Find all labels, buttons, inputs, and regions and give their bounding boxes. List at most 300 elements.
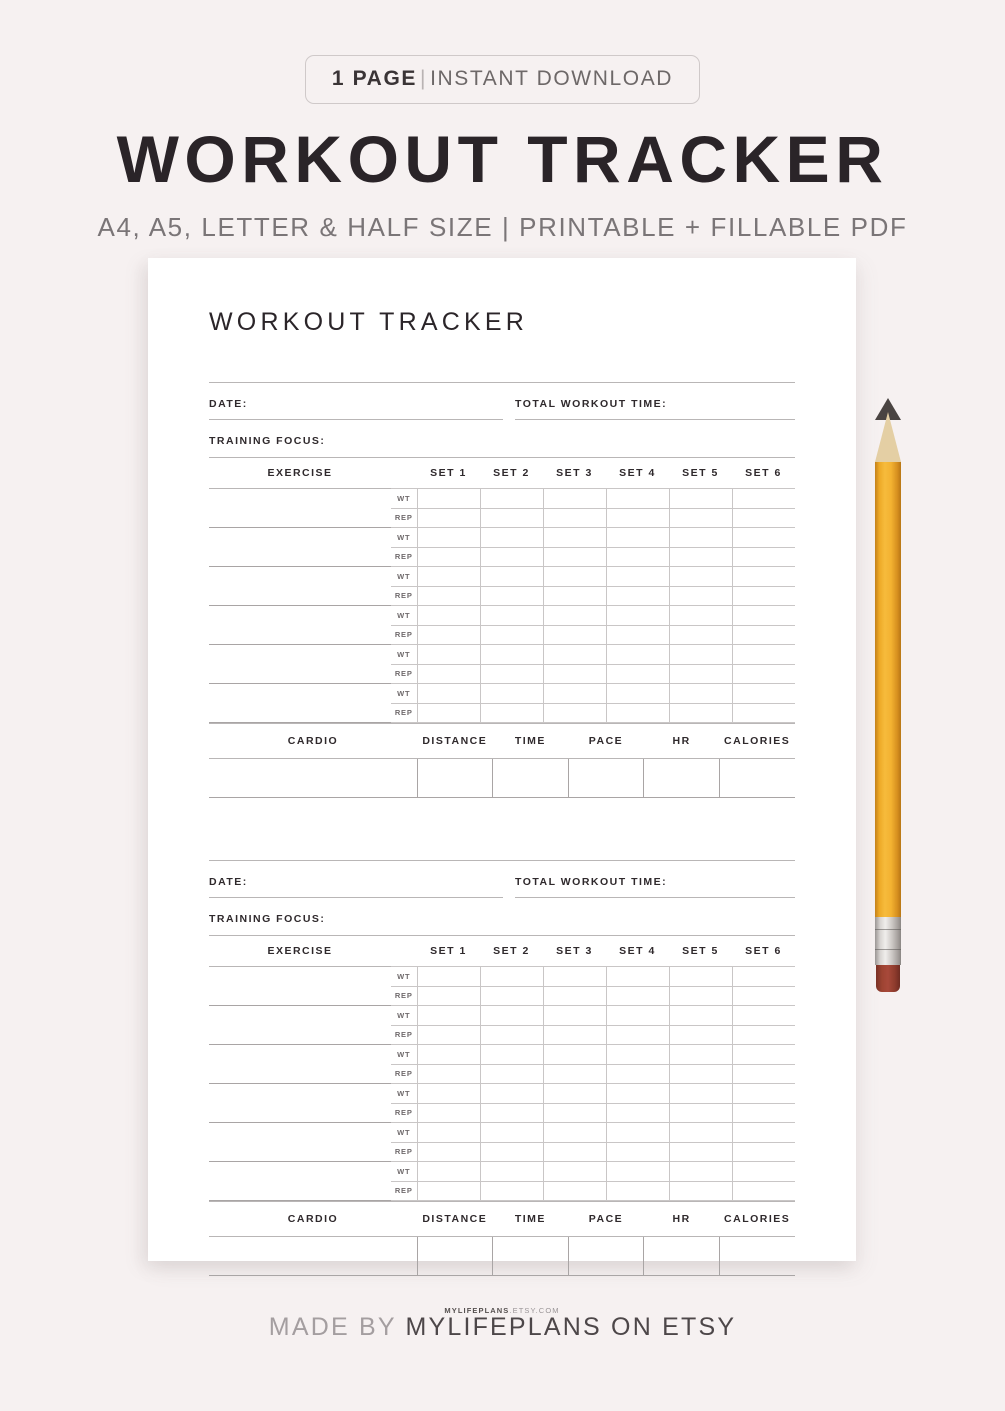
cardio-header-row: [209, 724, 795, 759]
metric-label-wt: WT: [391, 645, 417, 665]
set-cell[interactable]: [417, 1123, 480, 1143]
set-cell[interactable]: [732, 703, 795, 723]
set-cell[interactable]: [669, 1103, 732, 1123]
training-focus-field[interactable]: [209, 420, 795, 458]
set-cell[interactable]: [543, 547, 606, 567]
exercise-table-head: [209, 936, 795, 967]
metric-label-wt: WT: [391, 489, 417, 509]
set-cell[interactable]: [669, 625, 732, 645]
time-column-header: TIME: [493, 724, 569, 759]
set-cell[interactable]: [669, 1181, 732, 1201]
set-cell[interactable]: [417, 1142, 480, 1162]
set-cell[interactable]: [669, 489, 732, 509]
exercise-row: [209, 1045, 795, 1065]
exercise-name-input[interactable]: [209, 986, 391, 1006]
set-cell[interactable]: [606, 625, 669, 645]
set-cell[interactable]: [480, 528, 543, 548]
set-6-header: SET 6: [745, 467, 782, 479]
set-cell[interactable]: [606, 645, 669, 665]
set-4-header: SET 4: [619, 467, 656, 479]
exercise-table-body: [209, 967, 795, 1201]
set-cell[interactable]: [606, 1181, 669, 1201]
set-cell[interactable]: [732, 567, 795, 587]
exercise-name-input[interactable]: [209, 645, 391, 665]
metric-label-wt: WT: [391, 1123, 417, 1143]
set-cell[interactable]: [417, 986, 480, 1006]
set-cell[interactable]: [543, 1142, 606, 1162]
metric-column-header: [391, 936, 417, 967]
total-workout-time-label: TOTAL WORKOUT TIME:: [515, 398, 668, 410]
exercise-row: [209, 645, 795, 665]
set-cell[interactable]: [480, 1084, 543, 1104]
set-cell[interactable]: [732, 508, 795, 528]
set-cell[interactable]: [480, 684, 543, 704]
exercise-row: [209, 567, 795, 587]
set-cell[interactable]: [480, 1162, 543, 1182]
set-cell[interactable]: [417, 645, 480, 665]
date-label: DATE:: [209, 398, 248, 410]
training-focus-label: TRAINING FOCUS:: [209, 435, 326, 447]
metric-label-wt: WT: [391, 967, 417, 987]
set-cell[interactable]: [543, 1045, 606, 1065]
set-cell[interactable]: [606, 967, 669, 987]
exercise-row: [209, 1142, 795, 1162]
set-cell[interactable]: [732, 1045, 795, 1065]
cardio-cell-cardio[interactable]: [209, 1237, 417, 1276]
total-workout-time-label: TOTAL WORKOUT TIME:: [515, 876, 668, 888]
set-cell[interactable]: [732, 489, 795, 509]
set-cell[interactable]: [732, 625, 795, 645]
exercise-name-input[interactable]: [209, 1103, 391, 1123]
metric-label-rep: REP: [391, 1064, 417, 1084]
set-4-header: SET 4: [619, 945, 656, 957]
set-cell[interactable]: [480, 986, 543, 1006]
set-5-header: SET 5: [682, 945, 719, 957]
promo-header: [0, 0, 1005, 243]
exercise-header-row: [209, 936, 795, 967]
set-cell[interactable]: [417, 528, 480, 548]
set-cell[interactable]: [543, 986, 606, 1006]
total-workout-time-field[interactable]: [509, 383, 795, 420]
exercise-row: [209, 1162, 795, 1182]
set-cell[interactable]: [417, 547, 480, 567]
pencil-barrel: [875, 462, 901, 917]
set-cell[interactable]: [417, 1181, 480, 1201]
metric-label-rep: REP: [391, 1142, 417, 1162]
pace-column-header: PACE: [568, 1202, 644, 1237]
watermark-domain: .ETSY.COM: [509, 1306, 560, 1315]
set-cell[interactable]: [606, 1064, 669, 1084]
download-badge: [305, 55, 700, 104]
cardio-cell-time[interactable]: [493, 759, 569, 798]
exercise-row: [209, 1064, 795, 1084]
set-2-header: SET 2: [493, 467, 530, 479]
set-cell[interactable]: [606, 1025, 669, 1045]
set-cell[interactable]: [480, 1025, 543, 1045]
set-cell[interactable]: [480, 1142, 543, 1162]
metric-label-rep: REP: [391, 1103, 417, 1123]
exercise-name-input[interactable]: [209, 1006, 391, 1026]
exercise-row: [209, 489, 795, 509]
set-cell[interactable]: [480, 508, 543, 528]
set-cell[interactable]: [480, 567, 543, 587]
exercise-row: [209, 1006, 795, 1026]
exercise-row: [209, 1025, 795, 1045]
metric-label-wt: WT: [391, 528, 417, 548]
badge-separator: |: [420, 67, 428, 90]
footer-brand-label: MYLIFEPLANS ON ETSY: [405, 1313, 737, 1341]
watermark-brand: MYLIFEPLANS: [444, 1306, 510, 1315]
set-cell[interactable]: [732, 1123, 795, 1143]
set-cell[interactable]: [732, 645, 795, 665]
metric-label-wt: WT: [391, 1162, 417, 1182]
footer-made-by-label: MADE BY: [268, 1313, 397, 1341]
set-cell[interactable]: [606, 1006, 669, 1026]
cardio-table: [209, 1201, 795, 1276]
set-cell[interactable]: [732, 1162, 795, 1182]
metric-label-wt: WT: [391, 567, 417, 587]
exercise-name-input[interactable]: [209, 606, 391, 626]
cardio-cell-pace[interactable]: [568, 1237, 644, 1276]
exercise-name-input[interactable]: [209, 508, 391, 528]
set-cell[interactable]: [480, 645, 543, 665]
calories-column-header: CALORIES: [719, 1202, 795, 1237]
set-cell[interactable]: [417, 703, 480, 723]
cardio-column-header: CARDIO: [209, 724, 417, 759]
set-cell[interactable]: [543, 967, 606, 987]
set-cell[interactable]: [606, 684, 669, 704]
set-cell[interactable]: [606, 567, 669, 587]
exercise-name-input[interactable]: [209, 489, 391, 509]
exercise-column-header: EXERCISE: [267, 945, 333, 957]
cardio-table-body: [209, 759, 795, 798]
exercise-row: [209, 547, 795, 567]
set-cell[interactable]: [417, 606, 480, 626]
set-cell[interactable]: [543, 1103, 606, 1123]
cardio-cell-pace[interactable]: [568, 759, 644, 798]
set-cell[interactable]: [543, 1123, 606, 1143]
set-cell[interactable]: [732, 684, 795, 704]
total-workout-time-field[interactable]: [509, 861, 795, 898]
exercise-name-input[interactable]: [209, 625, 391, 645]
set-2-header: SET 2: [493, 945, 530, 957]
set-cell[interactable]: [669, 1123, 732, 1143]
set-cell[interactable]: [417, 967, 480, 987]
set-cell[interactable]: [417, 1103, 480, 1123]
set-cell[interactable]: [543, 1162, 606, 1182]
cardio-row: [209, 1237, 795, 1276]
set-cell[interactable]: [480, 967, 543, 987]
distance-column-header: DISTANCE: [417, 1202, 493, 1237]
set-cell[interactable]: [732, 528, 795, 548]
promo-title: WORKOUT TRACKER: [116, 122, 889, 196]
set-cell[interactable]: [417, 508, 480, 528]
exercise-row: [209, 684, 795, 704]
set-6-header: SET 6: [745, 945, 782, 957]
exercise-row: [209, 1084, 795, 1104]
set-cell[interactable]: [480, 489, 543, 509]
set-cell[interactable]: [417, 586, 480, 606]
metric-label-rep: REP: [391, 586, 417, 606]
exercise-table-head: [209, 458, 795, 489]
exercise-table: [209, 458, 795, 723]
set-cell[interactable]: [669, 967, 732, 987]
set-cell[interactable]: [732, 986, 795, 1006]
set-cell[interactable]: [480, 1064, 543, 1084]
set-cell[interactable]: [606, 1142, 669, 1162]
set-cell[interactable]: [543, 586, 606, 606]
pace-column-header: PACE: [568, 724, 644, 759]
badge-delivery-label: INSTANT DOWNLOAD: [430, 67, 674, 90]
set-cell[interactable]: [417, 1084, 480, 1104]
exercise-name-input[interactable]: [209, 1162, 391, 1182]
set-cell[interactable]: [543, 1064, 606, 1084]
set-cell[interactable]: [543, 1084, 606, 1104]
exercise-name-input[interactable]: [209, 1181, 391, 1201]
cardio-cell-distance[interactable]: [417, 1237, 493, 1276]
exercise-name-input[interactable]: [209, 1064, 391, 1084]
badge-page-count: 1 PAGE: [331, 67, 417, 90]
cardio-cell-time[interactable]: [493, 1237, 569, 1276]
set-cell[interactable]: [732, 1064, 795, 1084]
pencil-eraser: [876, 965, 900, 992]
metric-column-header: [391, 458, 417, 489]
exercise-row: [209, 508, 795, 528]
set-cell[interactable]: [669, 1064, 732, 1084]
set-cell[interactable]: [606, 606, 669, 626]
exercise-name-input[interactable]: [209, 1084, 391, 1104]
exercise-row: [209, 1123, 795, 1143]
set-cell[interactable]: [732, 547, 795, 567]
exercise-row: [209, 1181, 795, 1201]
exercise-name-input[interactable]: [209, 1045, 391, 1065]
set-cell[interactable]: [417, 489, 480, 509]
set-cell[interactable]: [543, 625, 606, 645]
cardio-table-body: [209, 1237, 795, 1276]
training-focus-field[interactable]: [209, 898, 795, 936]
set-cell[interactable]: [480, 547, 543, 567]
set-cell[interactable]: [480, 1123, 543, 1143]
exercise-row: [209, 703, 795, 723]
set-cell[interactable]: [669, 1045, 732, 1065]
set-cell[interactable]: [669, 528, 732, 548]
set-cell[interactable]: [417, 1006, 480, 1026]
set-cell[interactable]: [669, 586, 732, 606]
set-cell[interactable]: [732, 1006, 795, 1026]
exercise-name-input[interactable]: [209, 664, 391, 684]
set-cell[interactable]: [669, 645, 732, 665]
set-cell[interactable]: [669, 986, 732, 1006]
cardio-cell-cardio[interactable]: [209, 759, 417, 798]
set-cell[interactable]: [480, 664, 543, 684]
cardio-cell-calories[interactable]: [719, 1237, 795, 1276]
set-cell[interactable]: [732, 586, 795, 606]
exercise-name-input[interactable]: [209, 1142, 391, 1162]
exercise-name-input[interactable]: [209, 1025, 391, 1045]
exercise-row: [209, 664, 795, 684]
set-cell[interactable]: [480, 586, 543, 606]
metric-label-rep: REP: [391, 1025, 417, 1045]
set-cell[interactable]: [606, 1123, 669, 1143]
workout-section-1: [209, 382, 795, 798]
set-cell[interactable]: [669, 547, 732, 567]
set-cell[interactable]: [417, 664, 480, 684]
hr-column-header: HR: [644, 1202, 720, 1237]
set-1-header: SET 1: [430, 945, 467, 957]
set-cell[interactable]: [669, 567, 732, 587]
exercise-header-row: [209, 458, 795, 489]
calories-column-header: CALORIES: [719, 724, 795, 759]
set-cell[interactable]: [417, 1162, 480, 1182]
exercise-name-input[interactable]: [209, 586, 391, 606]
set-5-header: SET 5: [682, 467, 719, 479]
exercise-name-input[interactable]: [209, 684, 391, 704]
exercise-name-input[interactable]: [209, 967, 391, 987]
exercise-row: [209, 528, 795, 548]
exercise-row: [209, 1103, 795, 1123]
metric-label-wt: WT: [391, 1045, 417, 1065]
set-cell[interactable]: [606, 703, 669, 723]
exercise-table: [209, 936, 795, 1201]
metric-label-rep: REP: [391, 625, 417, 645]
hr-column-header: HR: [644, 724, 720, 759]
metric-label-wt: WT: [391, 684, 417, 704]
date-field[interactable]: [209, 383, 509, 420]
metric-label-rep: REP: [391, 547, 417, 567]
cardio-table-head: [209, 724, 795, 759]
date-field[interactable]: [209, 861, 509, 898]
set-cell[interactable]: [480, 1103, 543, 1123]
set-cell[interactable]: [543, 684, 606, 704]
set-cell[interactable]: [543, 489, 606, 509]
metric-label-wt: WT: [391, 606, 417, 626]
set-cell[interactable]: [732, 664, 795, 684]
set-cell[interactable]: [669, 1025, 732, 1045]
exercise-column-header: EXERCISE: [267, 467, 333, 479]
set-cell[interactable]: [417, 684, 480, 704]
set-cell[interactable]: [480, 606, 543, 626]
set-cell[interactable]: [606, 586, 669, 606]
exercise-name-input[interactable]: [209, 528, 391, 548]
metric-label-wt: WT: [391, 1084, 417, 1104]
set-cell[interactable]: [669, 606, 732, 626]
set-cell[interactable]: [480, 1006, 543, 1026]
set-cell[interactable]: [417, 1064, 480, 1084]
pencil-wood-cone: [875, 412, 901, 462]
pencil-ferrule: [875, 917, 901, 965]
set-cell[interactable]: [543, 1006, 606, 1026]
exercise-row: [209, 967, 795, 987]
printable-page: [148, 258, 856, 1315]
cardio-cell-hr[interactable]: [644, 759, 720, 798]
set-cell[interactable]: [543, 703, 606, 723]
set-cell[interactable]: [543, 664, 606, 684]
set-cell[interactable]: [669, 703, 732, 723]
set-cell[interactable]: [606, 1045, 669, 1065]
exercise-name-input[interactable]: [209, 1123, 391, 1143]
page-title: WORKOUT TRACKER: [209, 308, 529, 336]
set-cell[interactable]: [606, 489, 669, 509]
workout-section-2: [209, 860, 795, 1276]
set-cell[interactable]: [669, 1142, 732, 1162]
set-cell[interactable]: [669, 1162, 732, 1182]
set-cell[interactable]: [480, 1045, 543, 1065]
set-cell[interactable]: [417, 567, 480, 587]
set-cell[interactable]: [480, 703, 543, 723]
set-cell[interactable]: [606, 1084, 669, 1104]
set-cell[interactable]: [543, 1181, 606, 1201]
set-cell[interactable]: [543, 645, 606, 665]
cardio-cell-hr[interactable]: [644, 1237, 720, 1276]
metric-label-rep: REP: [391, 508, 417, 528]
set-cell[interactable]: [732, 606, 795, 626]
set-cell[interactable]: [732, 1103, 795, 1123]
exercise-name-input[interactable]: [209, 567, 391, 587]
set-cell[interactable]: [480, 625, 543, 645]
set-cell[interactable]: [480, 1181, 543, 1201]
set-cell[interactable]: [606, 1103, 669, 1123]
set-cell[interactable]: [669, 1006, 732, 1026]
set-cell[interactable]: [606, 1162, 669, 1182]
training-focus-label: TRAINING FOCUS:: [209, 913, 326, 925]
page-content: [209, 308, 795, 1315]
metric-label-rep: REP: [391, 986, 417, 1006]
set-cell[interactable]: [669, 508, 732, 528]
set-cell[interactable]: [606, 664, 669, 684]
set-cell[interactable]: [606, 528, 669, 548]
metric-label-rep: REP: [391, 664, 417, 684]
promo-subtitle: A4, A5, LETTER & HALF SIZE | PRINTABLE + FILLABLE PDF: [97, 212, 908, 242]
set-cell[interactable]: [606, 547, 669, 567]
exercise-name-input[interactable]: [209, 547, 391, 567]
set-cell[interactable]: [417, 1025, 480, 1045]
time-column-header: TIME: [493, 1202, 569, 1237]
set-cell[interactable]: [543, 606, 606, 626]
metric-label-rep: REP: [391, 703, 417, 723]
date-label: DATE:: [209, 876, 248, 888]
distance-column-header: DISTANCE: [417, 724, 493, 759]
cardio-table-head: [209, 1202, 795, 1237]
set-cell[interactable]: [606, 986, 669, 1006]
set-cell[interactable]: [417, 625, 480, 645]
footer-banner: [0, 1313, 1005, 1342]
set-cell[interactable]: [543, 567, 606, 587]
exercise-row: [209, 625, 795, 645]
cardio-cell-distance[interactable]: [417, 759, 493, 798]
set-cell[interactable]: [669, 684, 732, 704]
exercise-table-body: [209, 489, 795, 723]
set-cell[interactable]: [732, 1142, 795, 1162]
pencil-illustration: [875, 398, 901, 988]
set-cell[interactable]: [669, 1084, 732, 1104]
set-cell[interactable]: [543, 508, 606, 528]
exercise-row: [209, 986, 795, 1006]
set-cell[interactable]: [732, 1084, 795, 1104]
set-cell[interactable]: [606, 508, 669, 528]
set-cell[interactable]: [417, 1045, 480, 1065]
metric-label-rep: REP: [391, 1181, 417, 1201]
set-cell[interactable]: [543, 1025, 606, 1045]
set-cell[interactable]: [732, 1181, 795, 1201]
set-cell[interactable]: [669, 664, 732, 684]
set-cell[interactable]: [732, 1025, 795, 1045]
exercise-name-input[interactable]: [209, 703, 391, 723]
set-3-header: SET 3: [556, 467, 593, 479]
set-cell[interactable]: [732, 967, 795, 987]
set-cell[interactable]: [543, 528, 606, 548]
cardio-cell-calories[interactable]: [719, 759, 795, 798]
set-1-header: SET 1: [430, 467, 467, 479]
